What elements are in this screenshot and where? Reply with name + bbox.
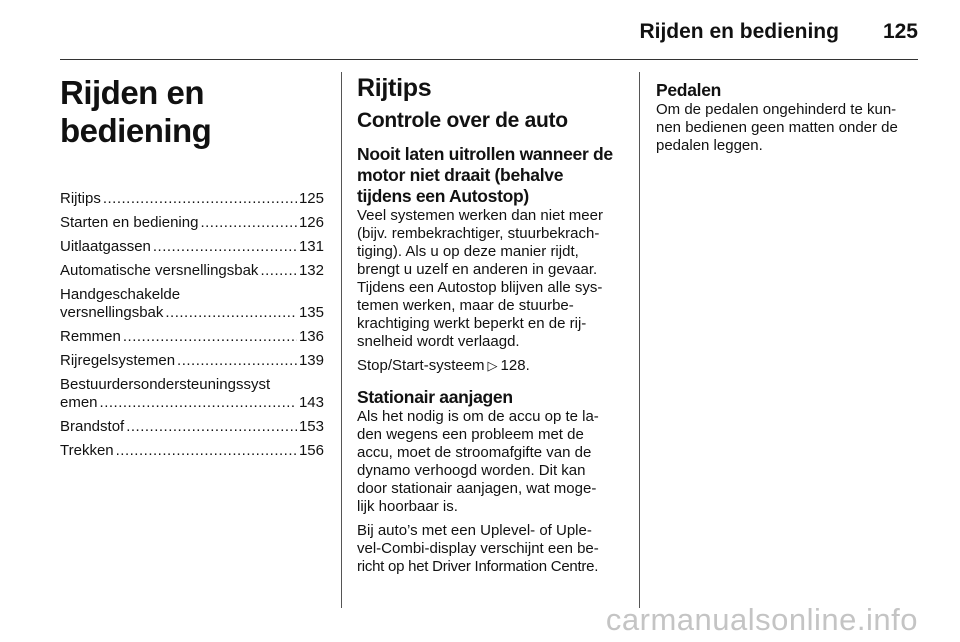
- section-title: Rijtips: [357, 74, 432, 102]
- text-line: krachtiging werkt beperkt en de rij-: [357, 315, 587, 332]
- toc-page-number: 156: [298, 442, 324, 459]
- toc-page-number: 131: [298, 238, 324, 255]
- toc-line: [60, 376, 324, 394]
- heading-line: Nooit laten uitrollen wanneer de: [357, 144, 613, 164]
- reference-arrow-icon: ▷: [487, 358, 498, 373]
- toc-entry-title: versnellingsbak: [60, 304, 164, 321]
- toc-page-number: 135: [298, 304, 324, 321]
- heading-line: tijdens een Autostop): [357, 186, 529, 206]
- rijtips-column: [357, 72, 623, 576]
- toc-line: [60, 442, 324, 460]
- toc-entry-title: Handgeschakelde: [60, 286, 181, 303]
- toc-leader-dots: [103, 190, 297, 208]
- toc-entry[interactable]: [60, 262, 324, 280]
- toc-entry[interactable]: [60, 190, 324, 208]
- toc-leader-dots: [177, 352, 297, 370]
- text-line: pedalen leggen.: [656, 137, 763, 154]
- toc-page-number: 132: [298, 262, 324, 279]
- idle-paragraph: [357, 408, 623, 516]
- column-divider-2: [639, 72, 640, 608]
- toc-line: [60, 418, 324, 436]
- text-line: (bijv. rembekrachtiger, stuurbekrach-: [357, 225, 600, 242]
- display-paragraph: [357, 522, 623, 576]
- toc-entry[interactable]: [60, 352, 324, 370]
- text-line: door stationair aanjagen, wat moge-: [357, 480, 597, 497]
- header-rule: [60, 59, 918, 60]
- idle-heading: Stationair aanjagen: [357, 387, 513, 407]
- toc-entry-title: Automatische versnellingsbak: [60, 262, 259, 279]
- text-line: Bij auto’s met een Uplevel- of Uple-: [357, 522, 592, 539]
- toc-entry-title: Bestuurdersondersteuningssyst: [60, 376, 271, 393]
- toc-page-number: 139: [298, 352, 324, 369]
- reference-text: Stop/Start-systeem: [357, 357, 485, 374]
- pedals-paragraph: [656, 101, 920, 155]
- toc-entry-title: Remmen: [60, 328, 121, 345]
- header-title: Rijden en bediening: [639, 20, 839, 43]
- text-line: tiging). Als u op deze manier rijdt,: [357, 243, 579, 260]
- toc-line: [60, 214, 324, 232]
- text-line: Veel systemen werken dan niet meer: [357, 207, 603, 224]
- text-line: dynamo verhoogd worden. Dit kan: [357, 462, 586, 479]
- toc-entry[interactable]: [60, 238, 324, 256]
- toc-leader-dots: [200, 214, 297, 232]
- section-subtitle: Controle over de auto: [357, 109, 568, 132]
- toc-entry[interactable]: [60, 214, 324, 232]
- running-header: [639, 14, 918, 50]
- toc-entry-title: Rijregelsystemen: [60, 352, 176, 369]
- toc-line: [60, 190, 324, 208]
- watermark: carmanualsonline.info: [605, 602, 918, 637]
- toc-leader-dots: [260, 262, 297, 280]
- toc-leader-dots: [126, 418, 297, 436]
- coast-paragraph: [357, 207, 623, 351]
- pedals-column: [656, 72, 920, 155]
- reference-page: 128.: [500, 357, 530, 374]
- toc-page-number: 125: [298, 190, 324, 207]
- toc-page-number: 153: [298, 418, 324, 435]
- text-line: nen bedienen geen matten onder de: [656, 119, 898, 136]
- coast-heading: [357, 144, 623, 207]
- toc-line: [60, 286, 324, 304]
- toc-entry[interactable]: [60, 328, 324, 346]
- toc-leader-dots: [116, 442, 297, 460]
- toc-line: [60, 304, 324, 322]
- text-line: vel-Combi-display verschijnt een be-: [357, 540, 599, 557]
- toc-leader-dots: [100, 394, 297, 412]
- toc-entry[interactable]: [60, 418, 324, 436]
- pedals-heading: Pedalen: [656, 80, 722, 100]
- text-line: temen werken, maar de stuurbe-: [357, 297, 574, 314]
- chapter-title: Rijden en bediening: [60, 74, 212, 149]
- toc-entry-title: Uitlaatgassen: [60, 238, 151, 255]
- toc-entry[interactable]: [60, 376, 324, 412]
- toc-leader-dots: [165, 304, 297, 322]
- toc-line: [60, 328, 324, 346]
- toc-page-number: 126: [298, 214, 324, 231]
- toc-leader-dots: [153, 238, 297, 256]
- text-line: Als het nodig is om de accu op te la-: [357, 408, 599, 425]
- toc-entry[interactable]: [60, 286, 324, 322]
- text-line: Tijdens een Autostop blijven alle sys-: [357, 279, 603, 296]
- text-line: Om de pedalen ongehinderd te kun-: [656, 101, 897, 118]
- toc-column: [60, 72, 324, 466]
- toc-line: [60, 262, 324, 280]
- toc-leader-dots: [123, 328, 297, 346]
- toc-line: [60, 352, 324, 370]
- toc-entry-title: Trekken: [60, 442, 114, 459]
- column-divider-1: [341, 72, 342, 608]
- toc-entry[interactable]: [60, 442, 324, 460]
- toc-entry-title: emen: [60, 394, 98, 411]
- stop-start-reference[interactable]: [357, 357, 623, 375]
- toc-page-number: 143: [298, 394, 324, 411]
- table-of-contents: [60, 190, 324, 460]
- toc-entry-title: Rijtips: [60, 190, 101, 207]
- text-line: den wegens een probleem met de: [357, 426, 584, 443]
- text-line: brengt u uzelf en anderen in gevaar.: [357, 261, 598, 278]
- text-line: lijk hoorbaar is.: [357, 498, 458, 515]
- toc-entry-title: Brandstof: [60, 418, 125, 435]
- toc-entry-title: Starten en bediening: [60, 214, 199, 231]
- text-line: accu, moet de stroomafgifte van de: [357, 444, 592, 461]
- heading-line: motor niet draait (behalve: [357, 165, 564, 185]
- toc-line: [60, 394, 324, 412]
- text-line: richt op het Driver Information Centre.: [357, 558, 599, 575]
- toc-page-number: 136: [298, 328, 324, 345]
- toc-line: [60, 238, 324, 256]
- page-number: 125: [882, 20, 918, 43]
- text-line: snelheid wordt verlaagd.: [357, 333, 520, 350]
